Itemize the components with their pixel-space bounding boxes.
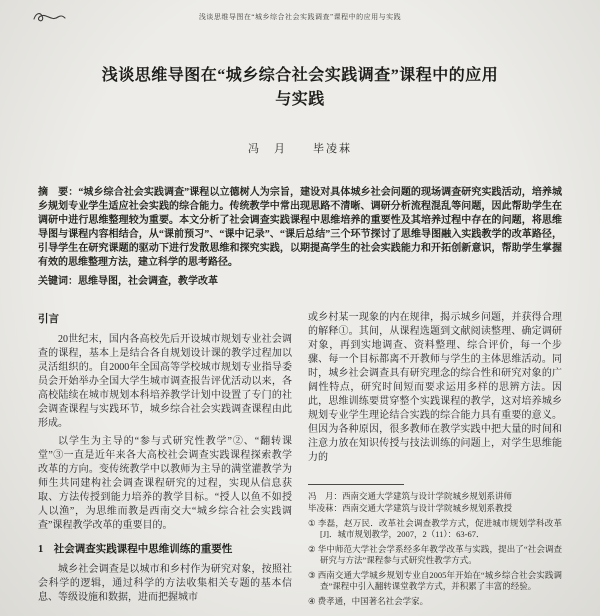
footnote	[308, 596, 562, 608]
title-line1: 浅谈思维导图在“城乡综合社会实践调查”课程中的应用	[101, 67, 499, 84]
title-line2: 与实践	[275, 91, 325, 108]
two-column-body	[38, 311, 562, 609]
abstract	[38, 186, 562, 270]
footnote-text: 西南交通大学城乡规划专业自2005年开始在“城乡综合社会实践调查”课程中引入翻转课堂教学方式，并积累了丰富的经验。	[317, 569, 562, 591]
footnote-marker: ①	[308, 517, 316, 528]
footnote-marker: ④	[308, 595, 316, 606]
paper-title	[38, 64, 562, 112]
left-column	[38, 311, 292, 609]
authors: 冯 月 毕凌菻	[248, 143, 352, 155]
footnote	[308, 518, 562, 541]
footnote	[308, 544, 562, 567]
abstract-text: “城乡综合社会实践调查”课程以立德树人为宗旨，建设对具体城乡社会问题的现场调查研究实践活动，培养城乡规划专业学生适应社会实践的综合能力。传统教学中常出现思路不清晰、调研分析流程混乱等问题，因此帮助学生在调研中进行思维整理较为重要。本文分析了社会调查实践课程中思维培养的重要性及其培养过程中存在的问题，将思维导图与课程内容相结合，从“课前预习”、“课中记录”、“课后总结”三个环节探讨了思维导图融入实践教学的改革路径，引导学生在研究课题的驱动下进行发散思维和探究实践，以期提高学生的社会实践能力和开拓创新意识，帮助学生掌握有效的思维整理方法，建立科学的思考路径。	[38, 187, 563, 268]
footnote-marker: ②	[308, 543, 316, 554]
paragraph: 20世纪末，国内各高校先后开设城市规划专业社会调查的课程，基本上是结合各自规划设计课的教学过程加以灵活组织的。自2000年全国高等学校城市规划专业指导委员会开始举办全国大学生城市调查报告评优活动以来，各高校陆续在城市规划本科培养教学计划中设置了专门的社会调查课程与实践环节，城乡综合社会实践调查课程由此形成。	[38, 334, 292, 429]
paragraph: 以学生为主导的“参与式研究性教学”②、“翻转课堂”③一直是近年来各大高校社会调查实践课程探索教学改革的方向。变传统教学中以教师为主导的满堂灌教学为师生共同建构社会调查课程研究的过程，实现从信息获取、方法传授到能力培养的教学目标。“授人以鱼不如授人以渔”，为思维而教是西南交大“城乡综合社会实践调查”课程教学改革的重要目的。	[38, 436, 292, 531]
footnote	[308, 570, 562, 593]
keywords-label: 关键词：	[38, 276, 78, 287]
footnote-text: 费孝通，中国著名社会学家。	[317, 595, 429, 606]
author-bio: 冯 月：西南交通大学建筑与设计学院城乡规划系讲师	[308, 490, 513, 501]
section-1-heading: 1 社会调查实践课程中思维训练的重要性	[38, 544, 233, 555]
abstract-label: 摘 要：	[38, 187, 79, 198]
flourish-icon	[32, 10, 66, 24]
right-column	[308, 311, 562, 609]
paragraph: 城乡社会调查是以城市和乡村作为研究对象，按照社会科学的逻辑，通过科学的方法收集相关专题的基本信息、等级设施和数据，进而把握城市	[38, 564, 292, 603]
footnote-text: 华中师范大学社会学系经多年教学改革与实践，提出了“社会调查研究与方法”课程参与式研究性教学方式。	[317, 543, 562, 565]
running-header	[38, 12, 562, 24]
footnote-marker: ③	[308, 569, 316, 580]
intro-heading: 引言	[38, 314, 59, 325]
running-header-title: 浅谈思维导图在“城乡综合社会实践调查”课程中的应用与实践	[198, 13, 402, 21]
keywords-text: 思维导图，社会调查，教学改革	[78, 276, 218, 287]
paragraph: 或乡村某一现象的内在规律，揭示城乡问题，并获得合理的解释①。其间，从课程选题到文献阅读整理、确定调研对象，再到实地调查、资料整理、综合评价，每一个步骤、每一个目标都离不开教师与学生的主体思维活动。同时，城乡社会调查具有研究理念的综合性和研究对象的广阔性特点，研究时间短而要求运用多样的思辨方法。因此，思维训练要贯穿整个实践课程的教学，这对培养城乡规划专业学生理论结合实践的综合能力具有重要的意义。但因为各种原因，很多教师在教学实践中把大量的时间和注意力放在知识传授与技法训练的问题上，对学生思维能力的	[308, 312, 562, 463]
footnote-block	[308, 478, 562, 610]
author-bio: 毕凌菻：西南交通大学建筑与设计学院城乡规划系教授	[308, 503, 513, 513]
footnote-text: 李磊，赵万民．改革社会调查教学方式，促进城市规划学科改革[J]．城市规划教学，2007，2（11）：63-67．	[317, 517, 562, 539]
footnote-rule	[308, 484, 404, 485]
keywords	[38, 275, 562, 289]
